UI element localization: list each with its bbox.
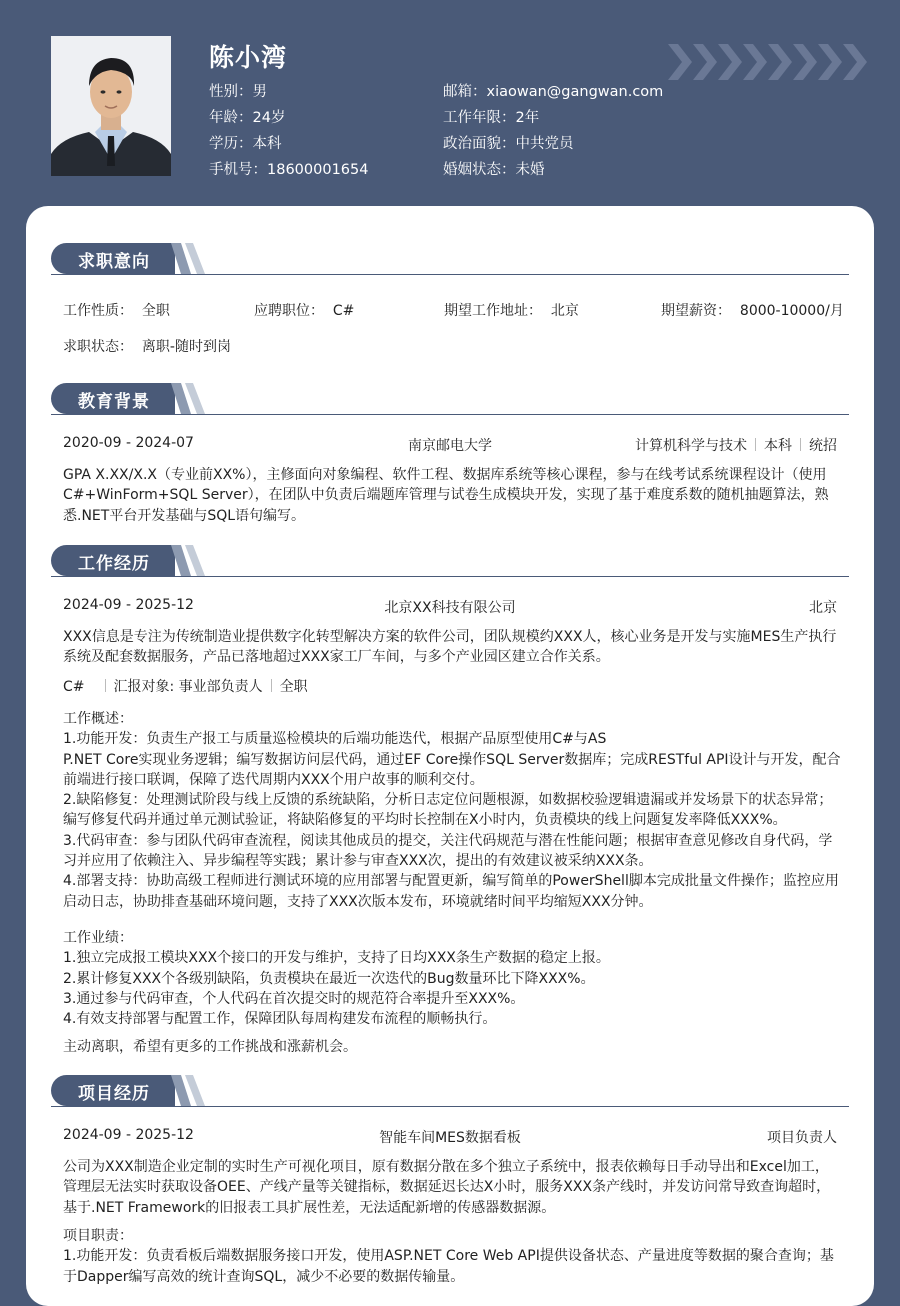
section-title: 教育背景 — [78, 392, 150, 412]
project-date: 2024-09 - 2025-12 — [63, 1127, 194, 1143]
person-photo-icon — [51, 36, 171, 176]
section-header-project — [51, 1075, 849, 1107]
education-date: 2020-09 - 2024-07 — [63, 435, 194, 451]
profile-photo — [51, 36, 171, 176]
work-company: 北京XX科技有限公司 — [384, 600, 516, 616]
project-role: 项目负责人 — [767, 1130, 837, 1146]
chevron-decoration-icon — [668, 42, 870, 82]
work-achievements: 工作业绩： 1.独立完成报工模块XXX个接口的开发与维护，支持了日均XXX条生产数据的稳定上报。 2.累计修复XXX个各级别缺陷，负责模块在最近一次迭代的Bug数量环比下降XXX%。 3.通过参与代码审查，个人代码在首次提交时的规范符合率提升至XXX%。 4.有效支持部署与配置工作，保障团队每周构建发布流程的顺畅执行。 — [63, 930, 610, 1028]
resume-header — [0, 0, 900, 210]
info-gender: 性别：男 — [209, 84, 267, 100]
work-overview: 工作概述： 1.功能开发：负责生产报工与质量巡检模块的后端功能迭代，根据产品原型使用C#与AS P.NET Core实现业务逻辑；编写数据访问层代码，通过EF Core操作SQL Server数据库；完成RESTful API设计与开发，配合 前端进行接口联调，保障了迭代周期内XXX个用户故事的顺利交付。 2.缺陷修复：处理测试阶段与线上反馈的系统缺陷，分析日志定位问题根源，如数据校验逻辑遗漏或并发场景下的状态异常； 编写修复代码并通过单元测试验证，将缺陷修复的平均时长控制在X小时内，负责模块的线上问题复发率降低XXX%。 3.代码审查：参与团队代码审查流程，阅读其他成员的提交，关注代码规范与潜在性能问题；根据审查意见修改自身代码，学 习并应用了依赖注入、异步编程等实践；累计参与审查XXX次，提出的有效建议被采纳XXX条。 4.部署支持：协助高级工程师进行测试环境的应用部署与配置更新，编写简单的PowerShell脚本完成批量文件操作；监控应用 启动日志，协助排查基础环境问题，支持了XXX次版本发布，环境就绪时间平均缩短XXX分钟。 — [63, 711, 841, 910]
info-age: 年龄：24岁 — [209, 110, 286, 126]
work-date: 2024-09 - 2025-12 — [63, 597, 194, 613]
work-company-intro: XXX信息是专注为传统制造业提供数字化转型解决方案的软件公司，团队规模约XXX人，核心业务是开发与实施MES生产执行 系统及配套数据服务，产品已落地超过XXX家工厂车间，与多个产业园区建立合作关系。 — [63, 629, 837, 666]
work-tag: 汇报对象: 事业部负责人 — [113, 679, 263, 695]
section-header-intent — [51, 243, 849, 275]
section-header-work — [51, 545, 849, 577]
project-name: 智能车间MES数据看板 — [379, 1130, 521, 1146]
candidate-name: 陈小湾 — [209, 43, 288, 72]
section-title: 求职意向 — [78, 252, 150, 272]
info-political: 政治面貌：中共党员 — [443, 136, 574, 152]
project-duties: 项目职责： 1.功能开发：负责看板后端数据服务接口开发，使用ASP.NET Core Web API提供设备状态、产量进度等数据的聚合查询；基 于Dapper编写高效的统计查询SQL，减少不必要的数据传输量。 — [63, 1228, 834, 1285]
work-leave-reason: 主动离职，希望有更多的工作挑战和涨薪机会。 — [63, 1039, 357, 1055]
education-school: 南京邮电大学 — [408, 438, 492, 454]
info-phone: 手机号：18600001654 — [209, 162, 369, 178]
intent-job-type: 工作性质： 全职 — [63, 303, 170, 319]
stripe-decoration-icon — [171, 243, 211, 274]
intent-position: 应聘职位： C# — [254, 303, 355, 319]
stripe-decoration-icon — [171, 383, 211, 414]
info-marital: 婚姻状态：未婚 — [443, 162, 545, 178]
info-education: 学历：本科 — [209, 136, 282, 152]
project-intro: 公司为XXX制造企业定制的实时生产可视化项目，原有数据分散在多个独立子系统中，报表依赖每日手动导出和Excel加工， 管理层无法实时获取设备OEE、产线产量等关键指标，数据延迟长达X小时，服务XXX条产线时，并发访问常导致查询超时， 基于.NET Framework的旧报表工具扩展性差，无法适配新增的传感器数据源。 — [63, 1159, 831, 1216]
intent-status: 求职状态： 离职-随时到岗 — [63, 339, 231, 355]
section-title: 项目经历 — [78, 1084, 150, 1104]
section-title: 工作经历 — [78, 554, 150, 574]
stripe-decoration-icon — [171, 545, 211, 576]
work-tags — [63, 676, 308, 696]
intent-salary: 期望薪资： 8000-10000/月 — [661, 303, 844, 319]
education-description: GPA X.XX/X.X（专业前XX%），主修面向对象编程、软件工程、数据库系统等核心课程，参与在线考试系统课程设计（使用 C#+WinForm+SQL Server），在团队中负责后端题库管理与试卷生成模块开发，实现了基于难度系数的随机抽题算法，熟 悉.NET平台开发基础与SQL语句编写。 — [63, 467, 829, 524]
education-details: 计算机科学与技术 本科 统招 — [635, 438, 837, 454]
work-tag: 全职 — [279, 679, 308, 695]
info-experience: 工作年限：2年 — [443, 110, 540, 126]
info-email: 邮箱：xiaowan@gangwan.com — [443, 84, 664, 100]
basic-info-right — [443, 79, 663, 183]
intent-location: 期望工作地址： 北京 — [444, 303, 579, 319]
project-row — [63, 1127, 837, 1149]
section-header-education — [51, 383, 849, 415]
work-row — [63, 597, 837, 619]
education-row — [63, 435, 837, 457]
stripe-decoration-icon — [171, 1075, 211, 1106]
work-city: 北京 — [809, 600, 837, 616]
work-tag: C# — [63, 679, 85, 695]
basic-info-left — [209, 79, 368, 183]
